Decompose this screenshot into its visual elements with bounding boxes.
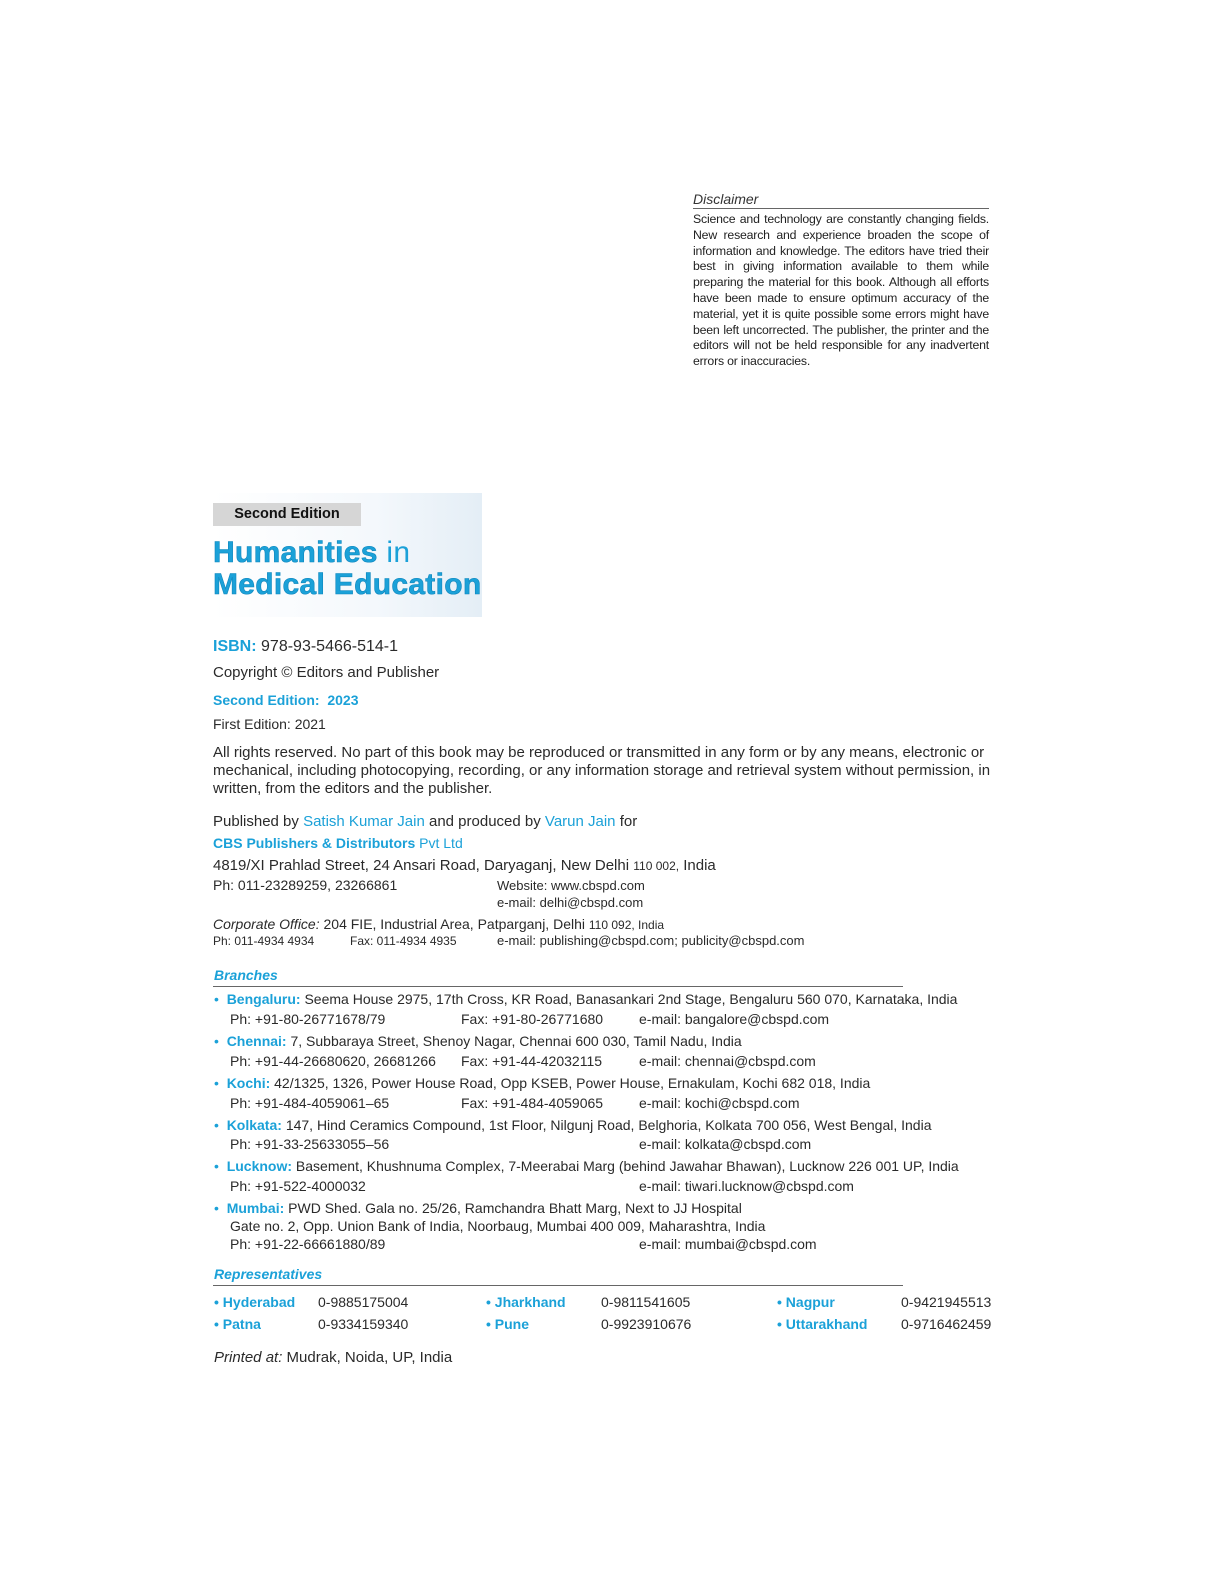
published-by-line	[213, 813, 637, 830]
branch-phone: Ph: +91-22-66661880/89	[230, 1236, 386, 1252]
rep-city-name: Patna	[222, 1316, 261, 1332]
corporate-office-label: Corporate Office:	[213, 916, 320, 932]
bullet-icon: •	[214, 1117, 219, 1133]
isbn-line	[213, 638, 398, 656]
branch-fax: Fax: +91-44-42032115	[461, 1053, 603, 1069]
branch-phone: Ph: +91-522-4000032	[230, 1178, 366, 1194]
company-name-bold: CBS Publishers & Distributors	[213, 835, 416, 851]
branch-address: 147, Hind Ceramics Compound, 1st Floor, Nilgunj Road, Belghoria, Kolkata 700 056, West Bengal, India	[285, 1117, 932, 1133]
rep-phone: 0-9421945513	[901, 1294, 992, 1310]
second-edition-label: Second Edition:	[213, 692, 320, 708]
company-name	[213, 835, 463, 851]
isbn-value: 978-93-5466-514-1	[261, 638, 399, 655]
address-pin: 110 002,	[633, 859, 680, 873]
branches-title: Branches	[214, 967, 278, 983]
branch-item	[214, 1117, 931, 1133]
publisher-name: Satish Kumar Jain	[303, 813, 425, 830]
second-edition-year: 2023	[327, 692, 359, 708]
rep-phone: 0-9885175004	[318, 1294, 409, 1310]
company-address	[213, 857, 716, 874]
printed-at-label: Printed at:	[214, 1349, 283, 1366]
printed-at-line	[214, 1349, 452, 1366]
printed-at-value: Mudrak, Noida, UP, India	[286, 1349, 453, 1366]
rep-city: • Nagpur	[777, 1294, 835, 1310]
cover-title-word: Humanities	[213, 536, 378, 569]
branch-item	[214, 991, 957, 1007]
branch-address: Seema House 2975, 17th Cross, KR Road, Banasankari 2nd Stage, Bengaluru 560 070, Karnataka, India	[304, 991, 958, 1007]
produced-by-text: and produced by	[428, 813, 541, 830]
rep-phone: 0-9716462459	[901, 1316, 992, 1332]
corporate-office-address: 204 FIE, Industrial Area, Patparganj, Delhi	[323, 916, 585, 932]
branch-email: e-mail: chennai@cbspd.com	[639, 1053, 816, 1069]
branch-city: Mumbai:	[226, 1200, 285, 1216]
rep-phone: 0-9334159340	[318, 1316, 409, 1332]
rep-city: • Pune	[486, 1316, 530, 1332]
disclaimer-box	[693, 191, 989, 370]
branch-email: e-mail: bangalore@cbspd.com	[639, 1011, 830, 1027]
branch-email: e-mail: mumbai@cbspd.com	[639, 1236, 817, 1252]
branch-item	[214, 1158, 959, 1174]
address-text: 4819/XI Prahlad Street, 24 Ansari Road, Daryaganj, New Delhi	[213, 857, 630, 874]
corporate-office-pin: 110 092, India	[588, 918, 665, 932]
branch-city: Kochi:	[226, 1075, 271, 1091]
first-edition-line: First Edition: 2021	[213, 716, 326, 732]
corporate-phone: Ph: 011-4934 4934	[213, 934, 315, 948]
for-text: for	[619, 813, 638, 830]
rep-city: • Jharkhand	[486, 1294, 566, 1310]
bullet-icon: •	[214, 1200, 219, 1216]
rights-statement: All rights reserved. No part of this book may be reproduced or transmitted in any form or by any means, electronic or mechanical, including photocopying, recording, or any information storage and retrieval system without permission, in written, from the editors and the publisher.	[213, 744, 991, 797]
rep-city: • Hyderabad	[214, 1294, 296, 1310]
bullet-icon: •	[214, 1033, 219, 1049]
rep-city-name: Uttarakhand	[785, 1316, 868, 1332]
branch-item	[214, 1075, 870, 1091]
bullet-icon: •	[214, 1158, 219, 1174]
branch-address: Basement, Khushnuma Complex, 7-Meerabai Marg (behind Jawahar Bhawan), Lucknow 226 001 UP, India	[295, 1158, 959, 1174]
branch-address: 7, Subbaraya Street, Shenoy Nagar, Chennai 600 030, Tamil Nadu, India	[290, 1033, 742, 1049]
branch-email: e-mail: tiwari.lucknow@cbspd.com	[639, 1178, 854, 1194]
corporate-fax: Fax: 011-4934 4935	[350, 934, 457, 948]
branch-phone: Ph: +91-484-4059061–65	[230, 1095, 390, 1111]
representatives-title: Representatives	[214, 1266, 323, 1282]
rep-phone: 0-9923910676	[601, 1316, 692, 1332]
branch-phone: Ph: +91-44-26680620, 26681266	[230, 1053, 436, 1069]
producer-name: Varun Jain	[544, 813, 616, 830]
branch-address-line2: Gate no. 2, Opp. Union Bank of India, Noorbaug, Mumbai 400 009, Maharashtra, India	[230, 1218, 766, 1234]
cover-title-line2: Medical Education	[213, 568, 482, 601]
rep-city: • Patna	[214, 1316, 261, 1332]
cover-title-word: in	[386, 536, 411, 569]
branch-address: PWD Shed. Gala no. 25/26, Ramchandra Bhatt Marg, Next to JJ Hospital	[288, 1200, 742, 1216]
rep-phone: 0-9811541605	[601, 1294, 691, 1310]
rep-city-name: Hyderabad	[222, 1294, 296, 1310]
branch-email: e-mail: kolkata@cbspd.com	[639, 1136, 812, 1152]
bullet-icon: •	[214, 991, 219, 1007]
rep-city-name: Nagpur	[785, 1294, 835, 1310]
branch-address: 42/1325, 1326, Power House Road, Opp KSEB, Power House, Ernakulam, Kochi 682 018, India	[274, 1075, 871, 1091]
address-country: India	[683, 857, 716, 874]
disclaimer-text: Science and technology are constantly changing fields. New research and experience broaden the scope of information and knowledge. The editors have tried their best in giving information available to them while preparing the material for this book. Although all efforts have been made to ensure optimum accuracy of the material, yet it is quite possible some errors might have been left uncorrected. The publisher, the printer and the editors will not be held responsible for any inadvertent errors or inaccuracies.	[693, 212, 989, 369]
branch-fax: Fax: +91-484-4059065	[461, 1095, 604, 1111]
copyright-line: Copyright © Editors and Publisher	[213, 664, 440, 681]
book-cover-thumbnail	[213, 493, 482, 617]
branch-email: e-mail: kochi@cbspd.com	[639, 1095, 800, 1111]
branches-divider	[213, 986, 903, 987]
company-phone: Ph: 011-23289259, 23266861	[213, 877, 398, 893]
cover-title	[213, 537, 481, 601]
rep-city-name: Jharkhand	[494, 1294, 566, 1310]
rep-city-name: Pune	[494, 1316, 530, 1332]
branch-item	[214, 1033, 742, 1049]
cover-edition-label: Second Edition	[213, 503, 361, 526]
corporate-email: e-mail: publishing@cbspd.com; publicity@cbspd.com	[497, 933, 805, 948]
corporate-office-line	[213, 916, 664, 932]
isbn-label: ISBN:	[213, 638, 257, 655]
branch-phone: Ph: +91-33-25633055–56	[230, 1136, 390, 1152]
representatives-divider	[213, 1285, 903, 1286]
company-website: Website: www.cbspd.com	[497, 878, 645, 893]
branch-phone: Ph: +91-80-26771678/79	[230, 1011, 386, 1027]
disclaimer-title: Disclaimer	[693, 191, 989, 209]
branch-city: Lucknow:	[226, 1158, 293, 1174]
company-name-suffix: Pvt Ltd	[419, 835, 463, 851]
bullet-icon: •	[214, 1075, 219, 1091]
branch-city: Bengaluru:	[226, 991, 301, 1007]
branch-city: Chennai:	[226, 1033, 287, 1049]
published-by-text: Published by	[213, 813, 299, 830]
branch-city: Kolkata:	[226, 1117, 282, 1133]
branch-fax: Fax: +91-80-26771680	[461, 1011, 604, 1027]
rep-city: • Uttarakhand	[777, 1316, 868, 1332]
company-email: e-mail: delhi@cbspd.com	[497, 895, 644, 910]
branch-item	[214, 1200, 742, 1216]
second-edition-line	[213, 692, 359, 708]
